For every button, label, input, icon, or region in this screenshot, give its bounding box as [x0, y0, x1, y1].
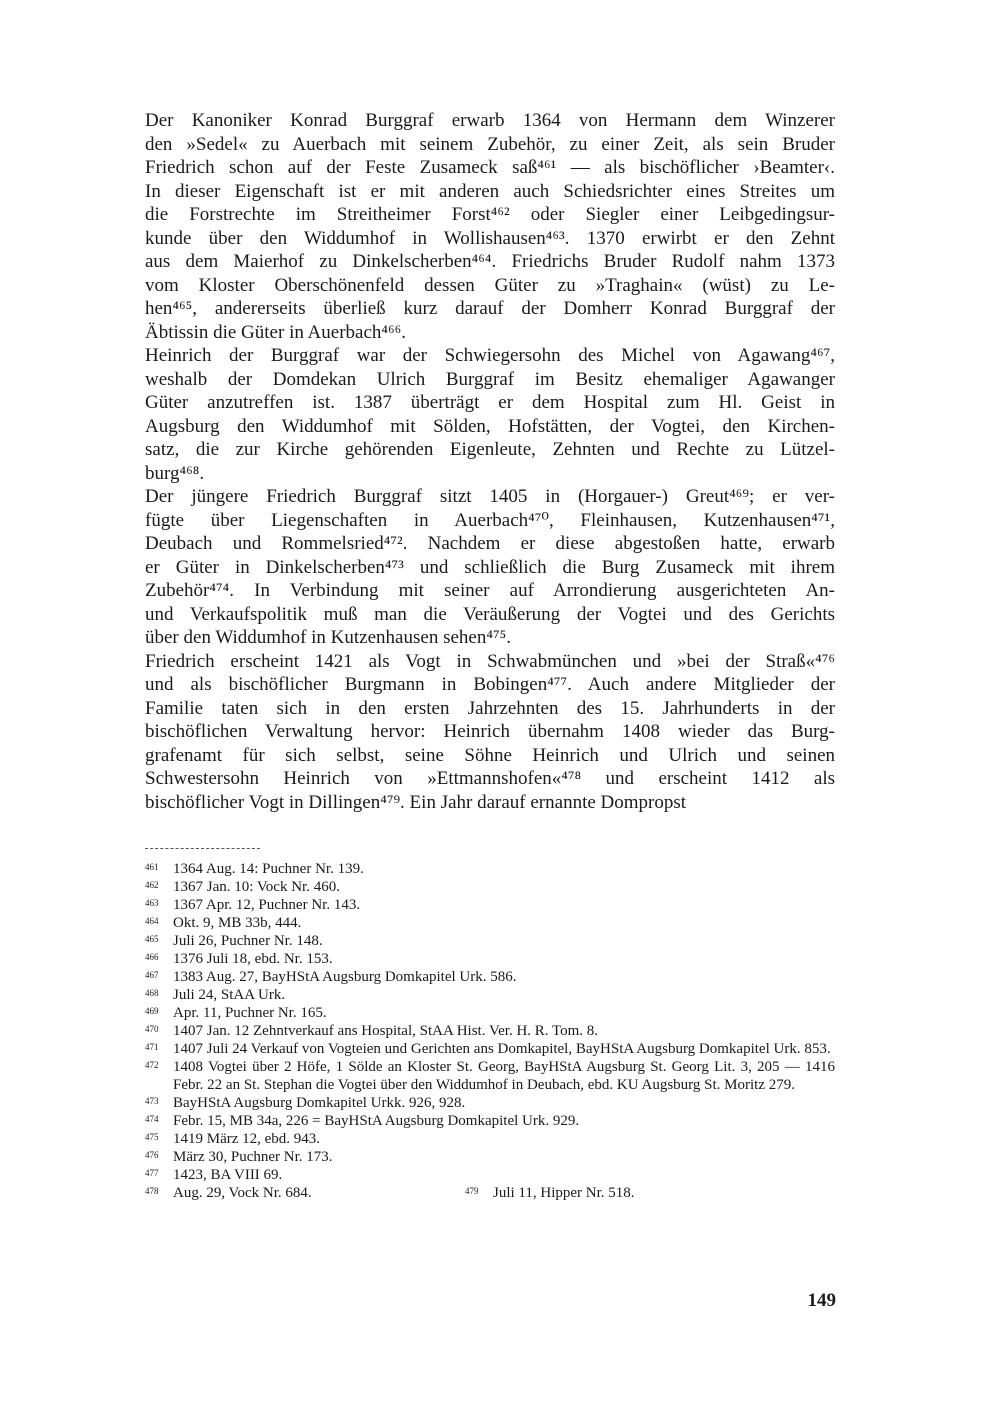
- footnote-text: Juli 24, StAA Urk.: [173, 987, 286, 1003]
- footnote: [145, 1130, 835, 1148]
- footnote: [465, 1184, 785, 1202]
- text-line: Schwestersohn Heinrich von »Ettmannshofen«⁴⁷⁸ und erscheint 1412 als: [145, 768, 835, 789]
- text-line: In dieser Eigenschaft ist er mit anderen auch Schiedsrichter eines Streites um: [145, 180, 835, 202]
- footnote: [145, 1058, 835, 1094]
- text-line: Heinrich der Burggraf war der Schwiegersohn des Michel von Agawang⁴⁶⁷,: [145, 345, 835, 366]
- footnote-text: 1407 Juli 24 Verkauf von Vogteien und Gerichten ans Domkapitel, BayHStA Augsburg Domkapitel Urk. 853.: [173, 1041, 831, 1057]
- footnote: [145, 1022, 835, 1040]
- footnotes: [145, 860, 835, 1202]
- text-line: aus dem Maierhof zu Dinkelscherben⁴⁶⁴. Friedrichs Bruder Rudolf nahm 1373: [145, 251, 835, 272]
- footnote: [145, 968, 835, 986]
- text-line: er Güter in Dinkelscherben⁴⁷³ und schließlich die Burg Zusameck mit ihrem: [145, 556, 835, 578]
- footnote: [145, 914, 835, 932]
- footnote-text: BayHStA Augsburg Domkapitel Urkk. 926, 928.: [173, 1095, 466, 1111]
- footnote-number: 463: [145, 898, 159, 908]
- footnote-number: 474: [145, 1114, 159, 1124]
- footnote-number: 468: [145, 988, 159, 998]
- footnote-number: 478: [145, 1186, 159, 1196]
- footnote: [145, 860, 835, 878]
- footnote: [145, 1112, 835, 1130]
- footnote-pair: [145, 1184, 835, 1202]
- footnote: [145, 1166, 835, 1184]
- footnote-number: 467: [145, 970, 159, 980]
- text-line: den »Sedel« zu Auerbach mit seinem Zubehör, zu einer Zeit, als sein Bruder: [145, 133, 835, 155]
- footnote-number: 471: [145, 1042, 159, 1052]
- text-line: weshalb der Domdekan Ulrich Burggraf im Besitz ehemaliger Agawanger: [145, 368, 835, 390]
- footnote: [145, 1184, 465, 1202]
- footnote-number: 466: [145, 952, 159, 962]
- footnote-text: Juli 11, Hipper Nr. 518.: [493, 1185, 635, 1201]
- text-line: die Forstrechte im Streitheimer Forst⁴⁶² oder Siegler einer Leibgedingsur-: [145, 204, 835, 225]
- footnote-number: 464: [145, 916, 159, 926]
- text-line: Friedrich erscheint 1421 als Vogt in Schwabmünchen und »bei der Straß«⁴⁷⁶: [145, 650, 835, 672]
- text-line: und als bischöflicher Burgmann in Bobingen⁴⁷⁷. Auch andere Mitglieder der: [145, 674, 835, 695]
- footnote: [145, 878, 835, 896]
- footnote-text: 1408 Vogtei über 2 Höfe, 1 Sölde an Kloster St. Georg, BayHStA Augsburg St. Georg Lit. 3, 205 — 1416 Febr. 22 an St. Stephan die Vogtei über den Widdumhof in Deubach, ebd. KU Augsburg St. Moritz 279.: [173, 1059, 835, 1093]
- footnote-text: Juli 26, Puchner Nr. 148.: [173, 933, 323, 949]
- footnote-number: 475: [145, 1132, 159, 1142]
- text-line: Äbtissin die Güter in Auerbach⁴⁶⁶.: [145, 321, 407, 343]
- footnote-number: 465: [145, 934, 159, 944]
- footnote: [145, 1040, 835, 1058]
- text-line: Der jüngere Friedrich Burggraf sitzt 1405 in (Horgauer-) Greut⁴⁶⁹; er ver-: [145, 486, 835, 507]
- text-line: bischöflicher Vogt in Dillingen⁴⁷⁹. Ein Jahr darauf ernannte Dompropst: [145, 791, 687, 813]
- text-line: burg⁴⁶⁸.: [145, 462, 205, 484]
- footnote-text: März 30, Puchner Nr. 173.: [173, 1149, 333, 1165]
- text-line: Deubach und Rommelsried⁴⁷². Nachdem er diese abgestoßen hatte, erwarb: [145, 533, 835, 554]
- footnote-number: 472: [145, 1060, 159, 1070]
- text-line: vom Kloster Oberschönenfeld dessen Güter zu »Traghain« (wüst) zu Le-: [145, 274, 835, 296]
- text-line: über den Widdumhof in Kutzenhausen sehen⁴⁷⁵.: [145, 627, 511, 648]
- footnote-text: Apr. 11, Puchner Nr. 165.: [173, 1005, 327, 1021]
- footnote: [145, 986, 835, 1004]
- footnote: [145, 932, 835, 950]
- footnote-separator: [145, 848, 260, 849]
- footnote-text: Aug. 29, Vock Nr. 684.: [173, 1185, 312, 1201]
- footnote-text: Febr. 15, MB 34a, 226 = BayHStA Augsburg Domkapitel Urk. 929.: [173, 1113, 580, 1129]
- footnote-text: Okt. 9, MB 33b, 444.: [173, 915, 302, 931]
- text-line: Familie taten sich in den ersten Jahrzehnten des 15. Jahrhunderts in der: [145, 697, 835, 719]
- text-line: satz, die zur Kirche gehörenden Eigenleute, Zehnten und Rechte zu Lützel-: [145, 439, 835, 460]
- footnote-text: 1367 Jan. 10: Vock Nr. 460.: [173, 879, 340, 895]
- text-line: hen⁴⁶⁵, andererseits überließ kurz darauf der Domherr Konrad Burggraf der: [145, 298, 835, 319]
- text-line: Zubehör⁴⁷⁴. In Verbindung mit seiner auf Arrondierung ausgerichteten An-: [145, 580, 835, 601]
- text-line: bischöflichen Verwaltung hervor: Heinrich übernahm 1408 wieder das Burg-: [145, 721, 835, 742]
- text-line: kunde über den Widdumhof in Wollishausen⁴⁶³. 1370 erwirbt er den Zehnt: [145, 227, 835, 249]
- footnote-number: 473: [145, 1096, 159, 1106]
- footnote-text: 1419 März 12, ebd. 943.: [173, 1131, 321, 1147]
- footnote-number: 469: [145, 1006, 159, 1016]
- footnote: [145, 896, 835, 914]
- text-line: Friedrich schon auf der Feste Zusameck saß⁴⁶¹ — als bischöflicher ›Beamter‹.: [145, 157, 835, 178]
- text-line: und Verkaufspolitik muß man die Veräußerung der Vogtei und des Gerichts: [145, 603, 835, 625]
- footnote-text: 1383 Aug. 27, BayHStA Augsburg Domkapitel Urk. 586.: [173, 969, 517, 985]
- page-number: 149: [807, 1290, 836, 1311]
- footnote-number: 470: [145, 1024, 159, 1034]
- footnote-number: 477: [145, 1168, 159, 1178]
- footnote: [145, 1004, 835, 1022]
- footnote-number: 461: [145, 862, 159, 872]
- footnote: [145, 950, 835, 968]
- text-line: Der Kanoniker Konrad Burggraf erwarb 1364 von Hermann dem Winzerer: [145, 110, 835, 131]
- footnote-number: 479: [465, 1186, 479, 1196]
- footnote-text: 1423, BA VIII 69.: [173, 1167, 283, 1183]
- footnote-number: 476: [145, 1150, 159, 1160]
- text-line: Augsburg den Widdumhof mit Sölden, Hofstätten, der Vogtei, den Kirchen-: [145, 415, 835, 437]
- footnote-text: 1376 Juli 18, ebd. Nr. 153.: [173, 951, 333, 967]
- text-line: fügte über Liegenschaften in Auerbach⁴⁷⁰, Fleinhausen, Kutzenhausen⁴⁷¹,: [145, 509, 835, 531]
- footnote-text: 1367 Apr. 12, Puchner Nr. 143.: [173, 897, 361, 913]
- footnote: [145, 1094, 835, 1112]
- text-line: grafenamt für sich selbst, seine Söhne Heinrich und Ulrich und seinen: [145, 744, 835, 766]
- footnote-text: 1407 Jan. 12 Zehntverkauf ans Hospital, StAA Hist. Ver. H. R. Tom. 8.: [173, 1023, 599, 1039]
- footnote-number: 462: [145, 880, 159, 890]
- footnote: [145, 1148, 835, 1166]
- main-text: [145, 109, 835, 814]
- text-line: Güter anzutreffen ist. 1387 überträgt er dem Hospital zum Hl. Geist in: [145, 392, 835, 413]
- footnote-text: 1364 Aug. 14: Puchner Nr. 139.: [173, 861, 364, 877]
